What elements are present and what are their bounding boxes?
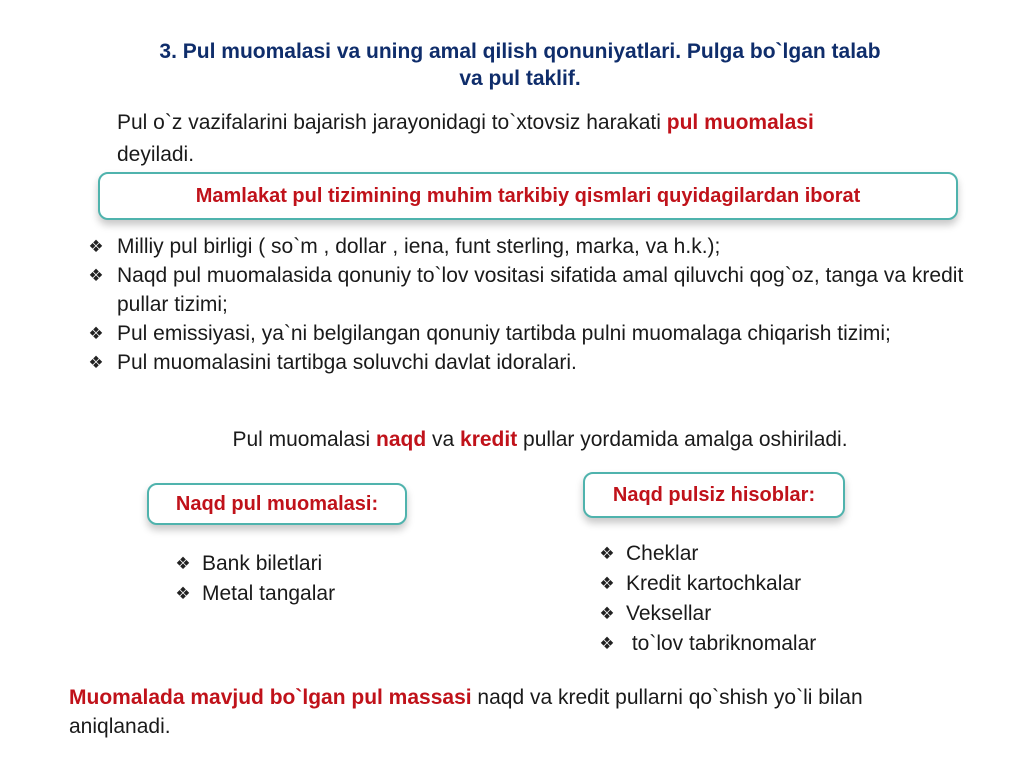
footer-paragraph xyxy=(69,683,939,741)
components-heading-box xyxy=(98,172,958,220)
list-item: ❖ Milliy pul birligi ( so`m , dollar , iena, funt sterling, marka, va h.k.); xyxy=(85,232,965,261)
noncash-settlements-heading: Naqd pulsiz hisoblar: xyxy=(612,483,816,506)
list-item: ❖ Naqd pul muomalasida qonuniy to`lov vositasi sifatida amal qiluvchi qog`oz, tanga va kredit pullar tizimi; xyxy=(85,261,965,319)
intro-highlight: pul muomalasi xyxy=(666,111,814,134)
diamond-bullet-icon: ❖ xyxy=(175,584,191,603)
diamond-bullet-icon: ❖ xyxy=(175,554,191,573)
intro-paragraph xyxy=(117,107,947,171)
naqd-highlight: naqd xyxy=(376,428,427,451)
diamond-bullet-icon: ❖ xyxy=(599,544,615,563)
list-item: ❖ to`lov tabriknomalar xyxy=(596,629,936,659)
diamond-bullet-icon: ❖ xyxy=(599,574,615,593)
cash-items-list xyxy=(172,549,472,609)
footer-text: naqd va kredit pullarni qo`shish yo`li bilan aniqlanadi. xyxy=(69,686,863,738)
kredit-highlight: kredit xyxy=(460,428,518,451)
diamond-bullet-icon: ❖ xyxy=(88,237,104,256)
noncash-settlements-box xyxy=(583,472,845,518)
intro-text-end: deyiladi. xyxy=(117,143,195,166)
list-item: ❖ Cheklar xyxy=(596,539,936,569)
intro-text: Pul o`z vazifalarini bajarish jarayonidagi to`xtovsiz harakati xyxy=(117,111,667,134)
list-item: ❖ Metal tangalar xyxy=(172,579,472,609)
title-line-2: va pul taklif. xyxy=(459,67,581,90)
cash-circulation-heading: Naqd pul muomalasi: xyxy=(175,492,379,515)
diamond-bullet-icon: ❖ xyxy=(599,634,615,653)
list-item: ❖ Veksellar xyxy=(596,599,936,629)
footer-highlight: Muomalada mavjud bo`lgan pul massasi xyxy=(69,686,472,709)
diamond-bullet-icon: ❖ xyxy=(88,324,104,343)
list-item: ❖ Pul emissiyasi, ya`ni belgilangan qonuniy tartibda pulni muomalaga chiqarish tizimi; xyxy=(85,319,965,348)
diamond-bullet-icon: ❖ xyxy=(599,604,615,623)
diamond-bullet-icon: ❖ xyxy=(88,353,104,372)
components-list xyxy=(85,232,965,377)
title-line-1: 3. Pul muomalasi va uning amal qilish qonuniyatlari. Pulga bo`lgan talab xyxy=(159,40,881,63)
list-item: ❖ Pul muomalasini tartibga soluvchi davlat idoralari. xyxy=(85,348,965,377)
noncash-items-list xyxy=(596,539,936,659)
slide-title xyxy=(90,38,950,92)
list-item: ❖ Bank biletlari xyxy=(172,549,472,579)
diamond-bullet-icon: ❖ xyxy=(88,266,104,285)
components-heading: Mamlakat pul tizimining muhim tarkibiy qismlari quyidagilardan iborat xyxy=(195,184,861,207)
list-item: ❖ Kredit kartochkalar xyxy=(596,569,936,599)
cash-circulation-box xyxy=(147,483,407,525)
circulation-sentence: Pul muomalasi naqd va kredit pullar yordamida amalga oshiriladi. xyxy=(232,428,848,451)
